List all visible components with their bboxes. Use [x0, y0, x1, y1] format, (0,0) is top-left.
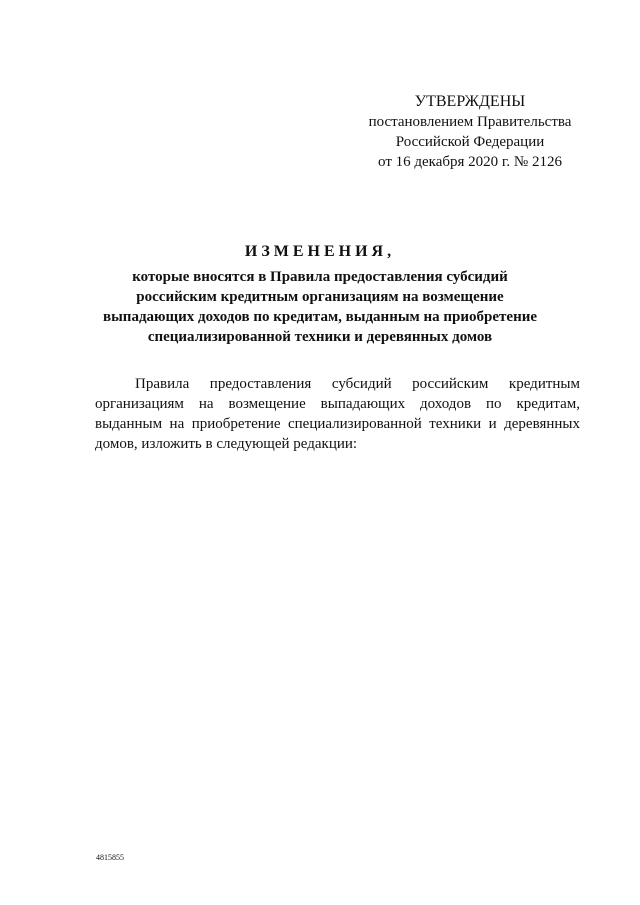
- heading-line-1: которые вносятся в Правила предоставления субсидий: [132, 269, 508, 285]
- body-section: [95, 374, 580, 454]
- heading-line-3: выпадающих доходов по кредитам, выданным на приобретение: [102, 309, 538, 325]
- document-number: 4815855: [96, 853, 124, 862]
- document-heading: [80, 243, 560, 347]
- approval-block: [350, 92, 590, 172]
- heading-title: ИЗМЕНЕНИЯ,: [244, 243, 396, 260]
- approval-line-2: Российской Федерации: [395, 134, 545, 150]
- body-paragraph: Правила предоставления субсидий российским кредитным организациям на возмещение выпадающих доходов по кредитам, выданным на приобретение специализированной техники и деревянных домов, изложить в следующей редакции:: [95, 376, 580, 452]
- heading-line-2: российским кредитным организациям на возмещение: [136, 289, 504, 305]
- heading-line-4: специализированной техники и деревянных домов: [147, 329, 493, 345]
- approval-line-1: постановлением Правительства: [368, 114, 572, 130]
- approval-title: УТВЕРЖДЕНЫ: [414, 93, 526, 110]
- approval-line-3: от 16 декабря 2020 г. № 2126: [378, 154, 562, 170]
